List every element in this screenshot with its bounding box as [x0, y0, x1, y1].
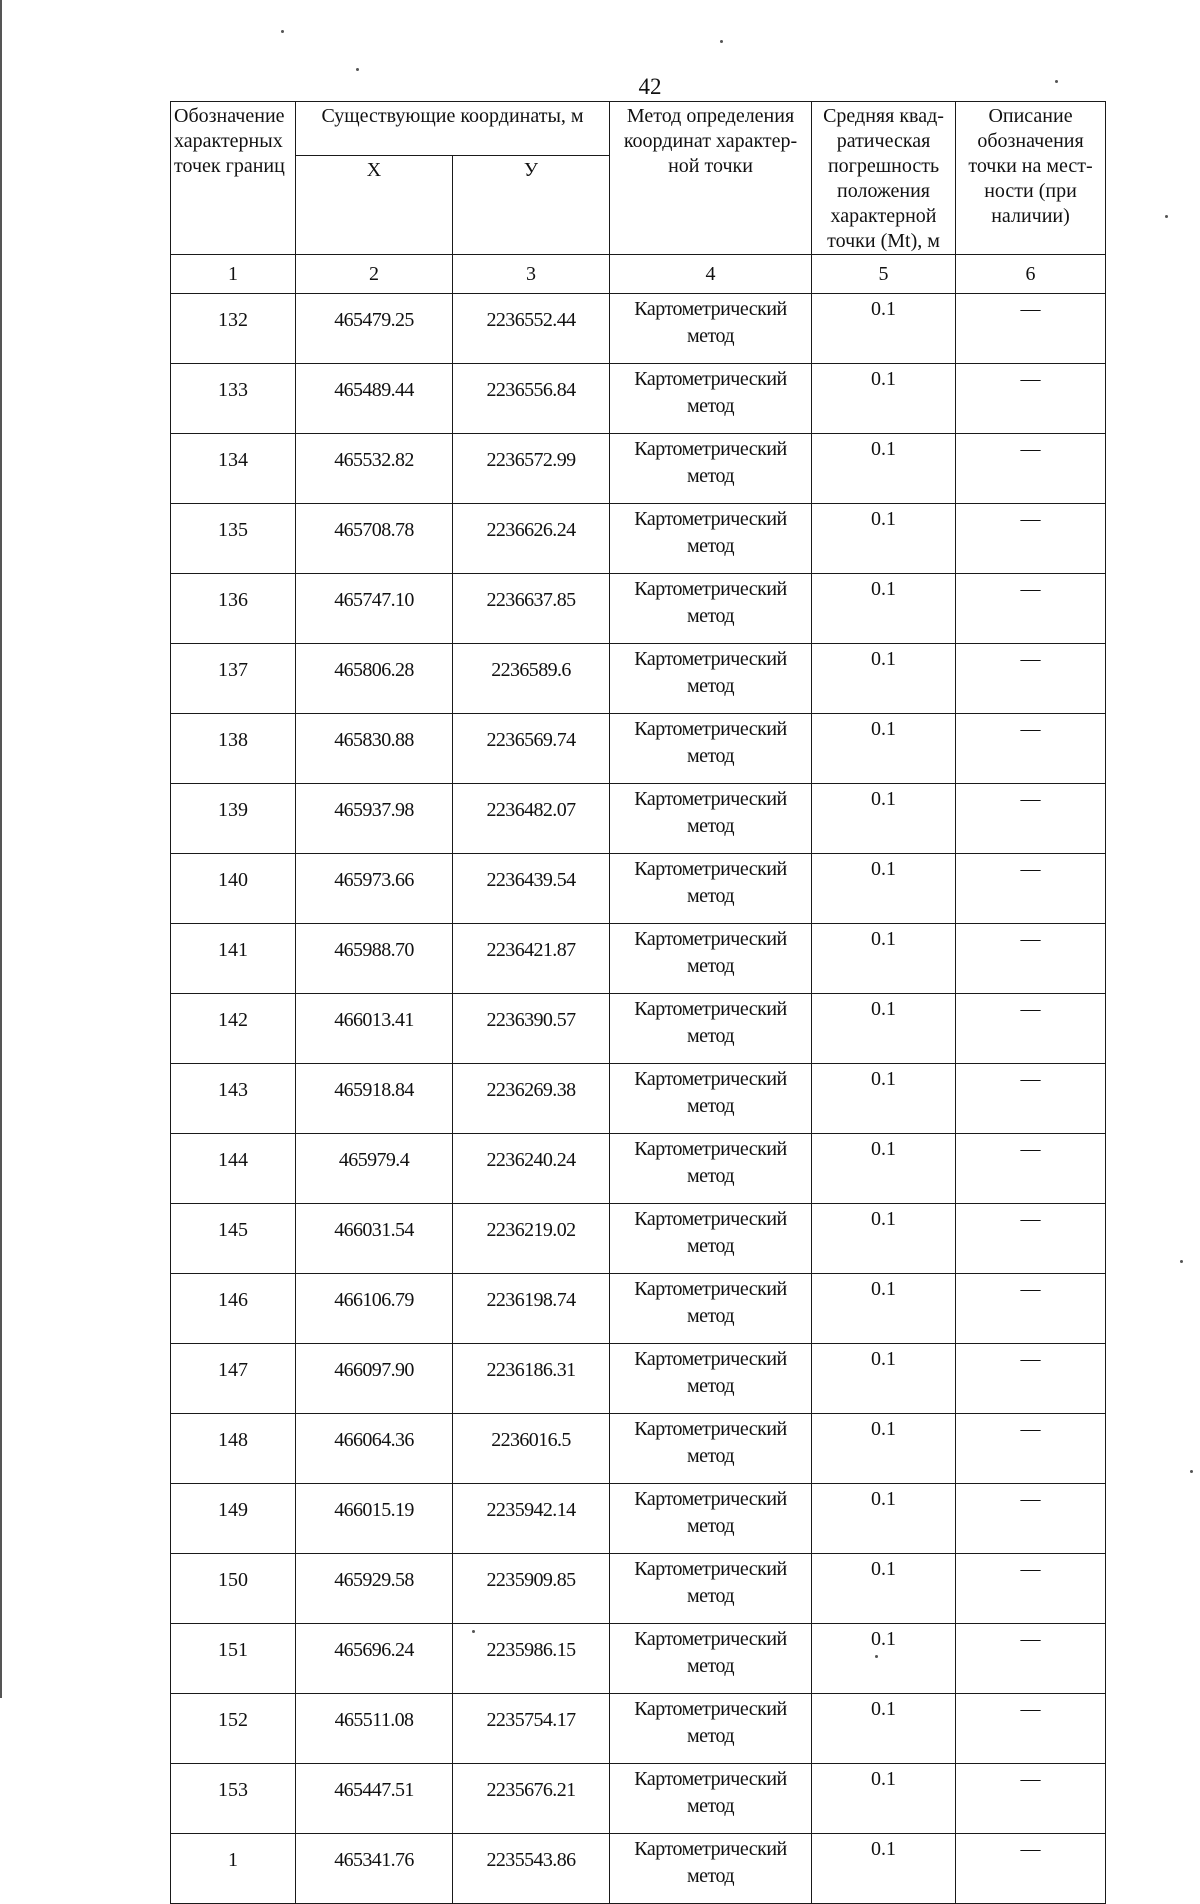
cell-description: —	[956, 1764, 1106, 1834]
cell-description: —	[956, 1554, 1106, 1624]
cell-method: Картометрический метод	[610, 1554, 812, 1624]
cell-error: 0.1	[812, 504, 956, 574]
scan-edge-line	[0, 0, 2, 1698]
cell-description: —	[956, 784, 1106, 854]
cell-x: 465532.82	[296, 434, 453, 504]
cell-error: 0.1	[812, 994, 956, 1064]
cell-description: —	[956, 1624, 1106, 1694]
cell-method: Картометрический метод	[610, 504, 812, 574]
cell-y: 2236572.99	[453, 434, 610, 504]
cell-x: 465973.66	[296, 854, 453, 924]
table-row	[171, 854, 1106, 924]
cell-error: 0.1	[812, 574, 956, 644]
cell-point: 143	[171, 1064, 296, 1134]
table-row	[171, 1554, 1106, 1624]
cell-x: 465447.51	[296, 1764, 453, 1834]
cell-error: 0.1	[812, 924, 956, 994]
cell-point: 136	[171, 574, 296, 644]
table-row	[171, 574, 1106, 644]
cell-error: 0.1	[812, 1134, 956, 1204]
cell-method: Картометрический метод	[610, 294, 812, 364]
cell-y: 2236637.85	[453, 574, 610, 644]
cell-y: 2235942.14	[453, 1484, 610, 1554]
cell-x: 465341.76	[296, 1834, 453, 1904]
table-row	[171, 294, 1106, 364]
cell-y: 2236589.6	[453, 644, 610, 714]
cell-description: —	[956, 1204, 1106, 1274]
scan-speck	[472, 1630, 475, 1633]
cell-description: —	[956, 504, 1106, 574]
column-number: 6	[956, 255, 1106, 294]
cell-description: —	[956, 1344, 1106, 1414]
cell-description: —	[956, 1414, 1106, 1484]
table-row	[171, 1484, 1106, 1554]
cell-description: —	[956, 434, 1106, 504]
cell-point: 141	[171, 924, 296, 994]
cell-y: 2236439.54	[453, 854, 610, 924]
cell-x: 465479.25	[296, 294, 453, 364]
cell-x: 465696.24	[296, 1624, 453, 1694]
cell-point: 139	[171, 784, 296, 854]
cell-description: —	[956, 644, 1106, 714]
table-row	[171, 714, 1106, 784]
column-number-row	[171, 255, 1106, 294]
table-row	[171, 1834, 1106, 1904]
cell-y: 2236552.44	[453, 294, 610, 364]
cell-description: —	[956, 924, 1106, 994]
cell-error: 0.1	[812, 1064, 956, 1134]
cell-point: 132	[171, 294, 296, 364]
cell-error: 0.1	[812, 434, 956, 504]
cell-method: Картометрический метод	[610, 1134, 812, 1204]
cell-point: 152	[171, 1694, 296, 1764]
cell-method: Картометрический метод	[610, 574, 812, 644]
cell-x: 465830.88	[296, 714, 453, 784]
cell-point: 134	[171, 434, 296, 504]
cell-point: 149	[171, 1484, 296, 1554]
cell-method: Картометрический метод	[610, 1204, 812, 1274]
cell-point: 153	[171, 1764, 296, 1834]
cell-description: —	[956, 574, 1106, 644]
page-number: 42	[638, 74, 662, 99]
cell-y: 2235543.86	[453, 1834, 610, 1904]
cell-point: 147	[171, 1344, 296, 1414]
column-number: 5	[812, 255, 956, 294]
cell-description: —	[956, 714, 1106, 784]
cell-method: Картометрический метод	[610, 1274, 812, 1344]
cell-description: —	[956, 1484, 1106, 1554]
cell-x: 465988.70	[296, 924, 453, 994]
cell-description: —	[956, 1064, 1106, 1134]
cell-error: 0.1	[812, 1624, 956, 1694]
column-number: 3	[453, 255, 610, 294]
cell-description: —	[956, 1274, 1106, 1344]
cell-y: 2236269.38	[453, 1064, 610, 1134]
cell-description: —	[956, 364, 1106, 434]
header-point-designation: Обозначение характерных точек границ	[171, 102, 296, 255]
cell-description: —	[956, 1134, 1106, 1204]
scan-speck	[1180, 1260, 1183, 1263]
column-number: 1	[171, 255, 296, 294]
cell-error: 0.1	[812, 1204, 956, 1274]
header-x: X	[296, 156, 453, 255]
column-number: 2	[296, 255, 453, 294]
table-row	[171, 1274, 1106, 1344]
table-row	[171, 924, 1106, 994]
cell-method: Картометрический метод	[610, 1344, 812, 1414]
cell-y: 2236240.24	[453, 1134, 610, 1204]
cell-point: 144	[171, 1134, 296, 1204]
cell-x: 466097.90	[296, 1344, 453, 1414]
cell-error: 0.1	[812, 1834, 956, 1904]
cell-description: —	[956, 854, 1106, 924]
table-row	[171, 1134, 1106, 1204]
cell-error: 0.1	[812, 1484, 956, 1554]
cell-error: 0.1	[812, 1764, 956, 1834]
cell-y: 2235909.85	[453, 1554, 610, 1624]
cell-x: 465929.58	[296, 1554, 453, 1624]
cell-x: 465747.10	[296, 574, 453, 644]
column-number: 4	[610, 255, 812, 294]
cell-point: 135	[171, 504, 296, 574]
cell-method: Картометрический метод	[610, 644, 812, 714]
table-row	[171, 1204, 1106, 1274]
cell-y: 2235986.15	[453, 1624, 610, 1694]
cell-error: 0.1	[812, 1414, 956, 1484]
cell-y: 2235754.17	[453, 1694, 610, 1764]
cell-point: 146	[171, 1274, 296, 1344]
cell-point: 145	[171, 1204, 296, 1274]
cell-x: 465979.4	[296, 1134, 453, 1204]
cell-error: 0.1	[812, 854, 956, 924]
cell-method: Картометрический метод	[610, 924, 812, 994]
cell-y: 2236390.57	[453, 994, 610, 1064]
cell-error: 0.1	[812, 644, 956, 714]
header-y: У	[453, 156, 610, 255]
cell-point: 138	[171, 714, 296, 784]
cell-x: 465918.84	[296, 1064, 453, 1134]
cell-point: 148	[171, 1414, 296, 1484]
table-row	[171, 504, 1106, 574]
cell-point: 140	[171, 854, 296, 924]
table-header	[171, 102, 1106, 294]
scan-speck	[281, 30, 284, 33]
scan-speck	[1055, 80, 1058, 83]
cell-point: 1	[171, 1834, 296, 1904]
table-row	[171, 1694, 1106, 1764]
cell-method: Картометрический метод	[610, 714, 812, 784]
cell-point: 150	[171, 1554, 296, 1624]
cell-y: 2236016.5	[453, 1414, 610, 1484]
table-row	[171, 1064, 1106, 1134]
scan-speck	[875, 1655, 878, 1658]
cell-point: 137	[171, 644, 296, 714]
cell-method: Картометрический метод	[610, 1694, 812, 1764]
cell-error: 0.1	[812, 294, 956, 364]
header-existing-coordinates: Существующие координаты, м	[296, 102, 610, 156]
cell-y: 2236421.87	[453, 924, 610, 994]
cell-description: —	[956, 994, 1106, 1064]
cell-x: 465511.08	[296, 1694, 453, 1764]
cell-description: —	[956, 1694, 1106, 1764]
cell-y: 2236569.74	[453, 714, 610, 784]
cell-y: 2236198.74	[453, 1274, 610, 1344]
cell-x: 466106.79	[296, 1274, 453, 1344]
cell-x: 466064.36	[296, 1414, 453, 1484]
cell-y: 2236219.02	[453, 1204, 610, 1274]
cell-description: —	[956, 294, 1106, 364]
table-row	[171, 1344, 1106, 1414]
table-row	[171, 1764, 1106, 1834]
cell-method: Картометрический метод	[610, 434, 812, 504]
cell-x: 466015.19	[296, 1484, 453, 1554]
cell-point: 142	[171, 994, 296, 1064]
table-row	[171, 434, 1106, 504]
cell-method: Картометрический метод	[610, 784, 812, 854]
cell-y: 2236482.07	[453, 784, 610, 854]
cell-x: 465708.78	[296, 504, 453, 574]
cell-point: 151	[171, 1624, 296, 1694]
scan-speck	[1190, 1470, 1193, 1473]
cell-x: 466013.41	[296, 994, 453, 1064]
table-row	[171, 994, 1106, 1064]
table-body	[171, 294, 1106, 1904]
cell-y: 2236186.31	[453, 1344, 610, 1414]
cell-x: 466031.54	[296, 1204, 453, 1274]
table-row	[171, 1624, 1106, 1694]
cell-method: Картометрический метод	[610, 1414, 812, 1484]
header-method: Метод определения координат характер-ной точки	[610, 102, 812, 255]
cell-error: 0.1	[812, 784, 956, 854]
cell-method: Картометрический метод	[610, 1624, 812, 1694]
cell-error: 0.1	[812, 1694, 956, 1764]
cell-point: 133	[171, 364, 296, 434]
cell-error: 0.1	[812, 1274, 956, 1344]
scan-speck	[1165, 215, 1168, 218]
boundary-points-table	[170, 101, 1106, 1904]
table-row	[171, 1414, 1106, 1484]
cell-x: 465806.28	[296, 644, 453, 714]
cell-x: 465489.44	[296, 364, 453, 434]
cell-method: Картометрический метод	[610, 1064, 812, 1134]
cell-x: 465937.98	[296, 784, 453, 854]
cell-method: Картометрический метод	[610, 1764, 812, 1834]
cell-error: 0.1	[812, 714, 956, 784]
header-error: Средняя квад-ратическая погрешность положения характерной точки (Mt), м	[812, 102, 956, 255]
table-row	[171, 644, 1106, 714]
cell-method: Картометрический метод	[610, 854, 812, 924]
cell-method: Картометрический метод	[610, 994, 812, 1064]
scan-speck	[720, 40, 723, 43]
scan-speck	[356, 68, 359, 71]
cell-method: Картометрический метод	[610, 364, 812, 434]
cell-method: Картометрический метод	[610, 1484, 812, 1554]
cell-error: 0.1	[812, 364, 956, 434]
cell-error: 0.1	[812, 1344, 956, 1414]
table-row	[171, 784, 1106, 854]
cell-y: 2235676.21	[453, 1764, 610, 1834]
table-row	[171, 364, 1106, 434]
cell-y: 2236556.84	[453, 364, 610, 434]
header-description: Описание обозначения точки на мест-ности (при наличии)	[956, 102, 1106, 255]
cell-error: 0.1	[812, 1554, 956, 1624]
cell-description: —	[956, 1834, 1106, 1904]
cell-method: Картометрический метод	[610, 1834, 812, 1904]
cell-y: 2236626.24	[453, 504, 610, 574]
